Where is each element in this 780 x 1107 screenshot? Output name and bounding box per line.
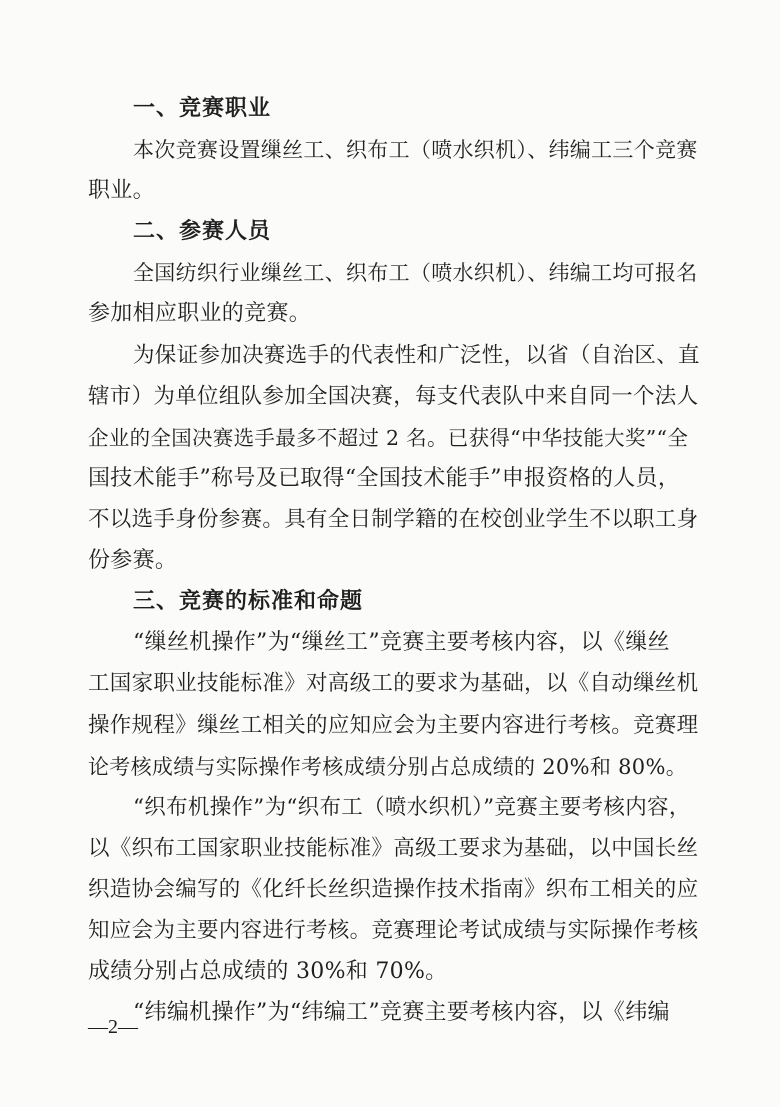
section-heading-2: 二、参赛人员	[133, 219, 272, 244]
paragraph-line: 全国纺织行业缫丝工、织布工（喷水织机）、纬编工均可报名	[133, 261, 698, 285]
paragraph-line: 织造协会编写的《化纤长丝织造操作技术指南》织布工相关的应	[88, 877, 699, 902]
paragraph-line: 成绩分别占总成绩的 30%和 70%。	[88, 959, 448, 984]
paragraph-line: 工国家职业技能标准》对高级工的要求为基础，以《自动缫丝机	[88, 671, 699, 696]
page-number: —2—	[88, 1016, 138, 1038]
paragraph-line: 以《织布工国家职业技能标准》高级工要求为基础，以中国长丝	[88, 836, 699, 861]
paragraph-line: 操作规程》缫丝工相关的应知应会为主要内容进行考核。竞赛理	[88, 713, 699, 738]
paragraph-line: 辖市）为单位组队参加全国决赛，每支代表队中来自同一个法人	[88, 384, 699, 409]
paragraph-line: “织布机操作”为“织布工（喷水织机）”竞赛主要考核内容，	[133, 795, 691, 820]
paragraph-line: 论考核成绩与实际操作考核成绩分别占总成绩的 20%和 80%。	[88, 755, 687, 779]
paragraph-line: 为保证参加决赛选手的代表性和广泛性，以省（自治区、直	[133, 343, 700, 368]
section-heading-3: 三、竞赛的标准和命题	[133, 589, 364, 614]
paragraph-line: “缫丝机操作”为“缫丝工”竞赛主要考核内容，以《缫丝	[133, 630, 670, 655]
paragraph-line: 国技术能手”称号及已取得“全国技术能手”申报资格的人员，	[88, 466, 681, 491]
section-heading-1: 一、竞赛职业	[133, 96, 272, 121]
paragraph-line: 本次竞赛设置缫丝工、织布工（喷水织机）、纬编工三个竞赛	[133, 138, 698, 162]
paragraph-line: 参加相应职业的竞赛。	[88, 301, 312, 326]
paragraph-line: 职业。	[88, 178, 155, 203]
paragraph-line: 份参赛。	[88, 548, 178, 573]
paragraph-line: 知应会为主要内容进行考核。竞赛理论考试成绩与实际操作考核	[88, 918, 699, 943]
paragraph-line: 不以选手身份参赛。具有全日制学籍的在校创业学生不以职工身	[88, 507, 699, 532]
paragraph-line: “纬编机操作”为“纬编工”竞赛主要考核内容，以《纬编	[133, 1000, 670, 1025]
paragraph-line: 企业的全国决赛选手最多不超过 2 名。已获得“中华技能大奖”“全	[88, 426, 689, 450]
